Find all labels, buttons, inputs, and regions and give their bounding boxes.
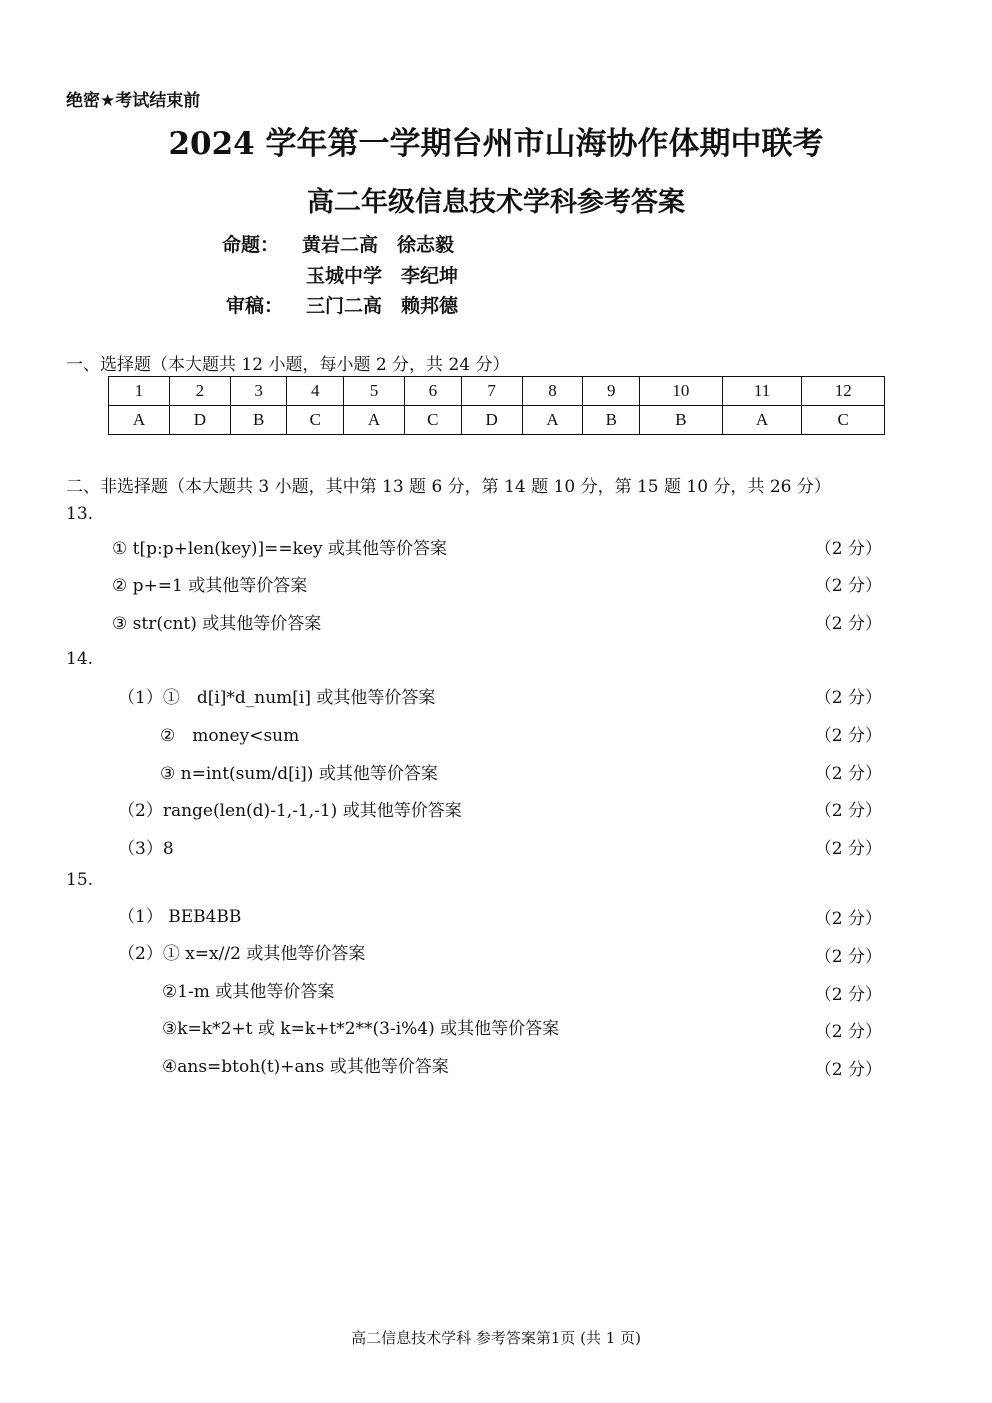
q15-answer-4: ③k=k*2+t 或 k=k+t*2**(3-i%4) 或其他等价答案 [162,1019,560,1039]
q14-answer-2: ② money<sum [160,726,300,746]
q15-points-5: （2 分） [814,1060,882,1080]
mc-answer: C [802,406,885,435]
credit-reviewer: 三门二高 赖邦德 [306,295,459,317]
q13-points-1: （2 分） [814,539,882,559]
mc-answer-row [109,406,885,435]
credit-label-author: 命题： [222,234,280,256]
q15-answer-1: （1） BEB4BB [118,907,242,927]
q15-points-3: （2 分） [814,985,882,1005]
mc-number: 7 [461,377,522,406]
mc-number: 8 [522,377,583,406]
q14-answer-3: ③ n=int(sum/d[i]) 或其他等价答案 [160,764,438,784]
section2-heading: 二、非选择题（本大题共 3 小题，其中第 13 题 6 分，第 14 题 10 分，第 15 题 10 分，共 26 分） [66,477,831,497]
page-footer: 高二信息技术学科 参考答案第1页 (共 1 页) [351,1329,641,1347]
q15-answer-2: （2）① x=x//2 或其他等价答案 [118,944,366,964]
q13-number: 13. [66,504,94,524]
mc-answer: C [405,406,462,435]
q13-answer-3: ③ str(cnt) 或其他等价答案 [112,614,322,634]
mc-number: 4 [287,377,344,406]
q15-number: 15. [66,870,94,890]
mc-number: 12 [802,377,885,406]
q15-points-2: （2 分） [814,947,882,967]
mc-number: 6 [405,377,462,406]
mc-number: 9 [583,377,640,406]
mc-number: 2 [169,377,230,406]
mc-answer: D [461,406,522,435]
mc-answer: A [344,406,405,435]
q15-points-4: （2 分） [814,1022,882,1042]
q15-points-1: （2 分） [814,909,882,929]
mc-number: 3 [230,377,287,406]
mc-answer: A [522,406,583,435]
credit-author-1: 黄岩二高 徐志毅 [302,234,455,256]
q15-answer-3: ②1-m 或其他等价答案 [162,982,335,1002]
mc-answer: B [640,406,723,435]
mc-answer: B [230,406,287,435]
mc-answer: B [583,406,640,435]
document-subtitle: 高二年级信息技术学科参考答案 [307,187,685,218]
q13-answer-2: ② p+=1 或其他等价答案 [112,576,308,596]
mc-answer: D [169,406,230,435]
q14-points-4: （2 分） [814,801,882,821]
q14-number: 14. [66,649,94,669]
q14-points-1: （2 分） [814,688,882,708]
document-title: 2024 学年第一学期台州市山海协作体期中联考 [168,126,824,162]
mc-answer: C [287,406,344,435]
credit-author-2: 玉城中学 李纪坤 [306,265,459,287]
secret-mark: 绝密★考试结束前 [66,91,201,111]
mc-number: 10 [640,377,723,406]
q15-answer-5: ④ans=btoh(t)+ans 或其他等价答案 [162,1057,449,1077]
q13-answer-1: ① t[p:p+len(key)]==key 或其他等价答案 [112,539,448,559]
mc-number: 5 [344,377,405,406]
q14-answer-5: （3）8 [118,839,174,859]
mc-number-row [109,377,885,406]
q14-points-2: （2 分） [814,726,882,746]
mc-answer: A [722,406,802,435]
mc-number: 1 [109,377,170,406]
q14-points-3: （2 分） [814,764,882,784]
q14-answer-4: （2）range(len(d)-1,-1,-1) 或其他等价答案 [118,801,462,821]
q13-points-2: （2 分） [814,576,882,596]
q14-answer-1: （1）① d[i]*d_num[i] 或其他等价答案 [118,688,436,708]
mc-answer-table [108,376,885,435]
q13-points-3: （2 分） [814,614,882,634]
mc-number: 11 [722,377,802,406]
credit-label-reviewer: 审稿： [226,295,284,317]
section1-heading: 一、选择题（本大题共 12 小题，每小题 2 分，共 24 分） [66,355,510,375]
mc-answer: A [109,406,170,435]
q14-points-5: （2 分） [814,839,882,859]
